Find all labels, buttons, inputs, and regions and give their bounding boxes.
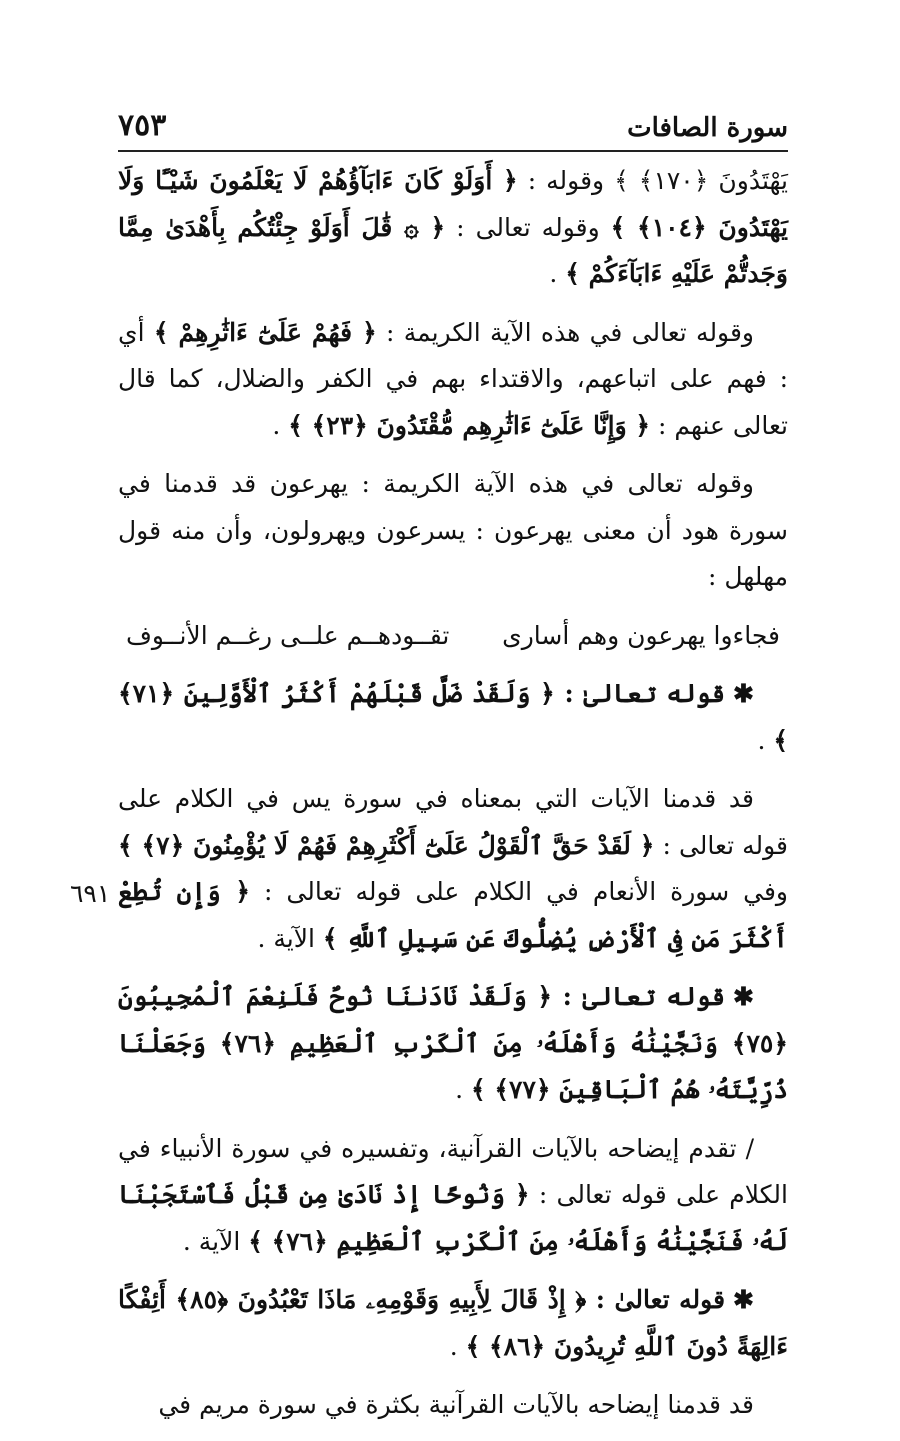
quran-quote: ﴿ أَوَلَوْ كَانَ ءَابَآؤُهُمْ لَا يَعْلَمُونَ شَيْـًٔا وَلَا يَهْتَدُونَ ﴿١٠٤﴾ ﴾ <box>118 166 788 242</box>
text-run: قد قدمنا إيضاحه بالآيات القرآنية بكثرة في سورة مريم في <box>158 1390 754 1419</box>
section-body <box>118 1126 788 1266</box>
header-rule <box>118 150 788 152</box>
text-run: يَهْتَدُونَ ﴿١٧٠﴾ ﴾ وقوله : <box>517 166 788 195</box>
text-run: . <box>455 1075 472 1104</box>
section-body <box>118 1382 788 1429</box>
quran-quote: ﴿ ۞ قَٰلَ أَوَلَوْ جِئْتُكُم بِأَهْدَىٰ مِمَّا وَجَدتُّمْ عَلَيْهِ ءَابَآءَكُمْ ﴾ <box>118 212 788 288</box>
text-run: الآية . <box>257 923 323 953</box>
quran-quote: ﴿ وَلَقَدْ ضَلَّ قَبْلَهُمْ أَكْثَرُ ٱلْأَوَّلِينَ ﴿٧١﴾ ﴾ <box>118 679 788 755</box>
text-run: الآية . <box>182 1226 249 1256</box>
heading-label: قوله تعالىٰ : <box>586 1285 726 1314</box>
page-number: ٧٥٣ <box>118 108 167 143</box>
text-run: وقوله تعالى : <box>445 212 611 242</box>
section-heading <box>118 974 788 1114</box>
text-run: . <box>757 725 774 755</box>
section-heading <box>118 1277 788 1370</box>
asterisk-icon: ✱ <box>733 679 754 708</box>
margin-page-reference: ٦٩١ <box>70 879 111 908</box>
text-run: . <box>549 259 566 288</box>
quran-quote: ﴿ وَلَقَدْ نَادَىٰنَا نُوحٌ فَلَنِعْمَ ٱلْمُجِيبُونَ ﴿٧٥﴾ وَنَجَّيْنَٰهُ وَأَهْلَهُۥ مِنَ ٱلْكَرْبِ ٱلْعَظِيمِ ﴿٧٦﴾ وَجَعَلْنَا ذُرِّيَّتَهُۥ هُمُ ٱلْبَاقِينَ ﴿٧٧﴾ ﴾ <box>118 982 788 1104</box>
poetry-verse <box>118 613 788 660</box>
quran-quote: ﴿ إِذْ قَالَ لِأَبِيهِ وَقَوْمِهِۦ مَاذَا تَعْبُدُونَ ﴿٨٥﴾ أَئِفْكًا ءَالِهَةً دُونَ ٱللَّهِ تُرِيدُونَ ﴿٨٦﴾ ﴾ <box>118 1285 788 1361</box>
verse-second-hemistich: تقــودهــم علــى رغــم الأنــوف <box>126 620 450 650</box>
text-run: / تقدم إيضاحه بالآيات القرآنية، وتفسيره في سورة الأنبياء في الكلام على قوله تعالى : <box>118 1133 788 1209</box>
text-run: . <box>449 1331 466 1361</box>
text-run: وفي سورة الأنعام في الكلام على قوله تعالى : <box>250 877 788 906</box>
surah-title: سورة الصافات <box>627 113 788 143</box>
page-header <box>118 108 788 143</box>
paragraph-2 <box>118 310 788 450</box>
text-run: وقوله تعالى في هذه الآية الكريمة : يهرعون قد قدمنا في سورة هود أن معنى يهرعون : يسرعون ويهرولون، وأن منه قول مهلهل : <box>118 469 788 591</box>
quran-quote: ﴿ وَإِن تُطِعْ أَكْثَرَ مَن فِى ٱلْأَرْضِ يُضِلُّوكَ عَن سَبِيلِ ٱللَّهِ ﴾ <box>118 877 788 953</box>
text-run: قد قدمنا الآيات التي بمعناه في سورة يس في الكلام على قوله تعالى : <box>118 784 788 860</box>
heading-label: قوله تعالىٰ : <box>552 982 726 1011</box>
quran-quote: ﴿ لَقَدْ حَقَّ ٱلْقَوْلُ عَلَىٰٓ أَكْثَرِهِمْ فَهُمْ لَا يُؤْمِنُونَ ﴿٧﴾ ﴾ <box>118 830 655 860</box>
quran-quote: ﴿ وَنُوحًا إِذْ نَادَىٰ مِن قَبْلُ فَٱسْتَجَبْنَا لَهُۥ فَنَجَّيْنَٰهُ وَأَهْلَهُۥ مِنَ ٱلْكَرْبِ ٱلْعَظِيمِ ﴿٧٦﴾ ﴾ <box>118 1180 788 1256</box>
text-run: أي : فهم على اتباعهم، والاقتداء بهم في الكفر والضلال، كما قال تعالى عنهم : <box>118 317 788 440</box>
paragraph-3 <box>118 461 788 601</box>
text-run: وقوله تعالى في هذه الآية الكريمة : <box>376 317 754 347</box>
quran-quote: ﴿ وَإِنَّا عَلَىٰٓ ءَاثَٰرِهِم مُّقْتَدُونَ ﴿٢٣﴾ ﴾ <box>288 410 651 440</box>
page-body <box>118 158 788 1441</box>
paragraph-1 <box>118 158 788 298</box>
heading-label: قوله تعالىٰ : <box>554 679 726 708</box>
section-heading <box>118 671 788 764</box>
asterisk-icon: ✱ <box>733 982 754 1011</box>
verse-first-hemistich: فجاءوا يهرعون وهم أسارى <box>502 620 780 650</box>
quran-quote: ﴿ فَهُمْ عَلَىٰٓ ءَاثَٰرِهِمْ ﴾ <box>153 317 377 347</box>
section-body <box>118 776 788 962</box>
text-run: . <box>272 410 289 440</box>
asterisk-icon: ✱ <box>733 1285 754 1314</box>
